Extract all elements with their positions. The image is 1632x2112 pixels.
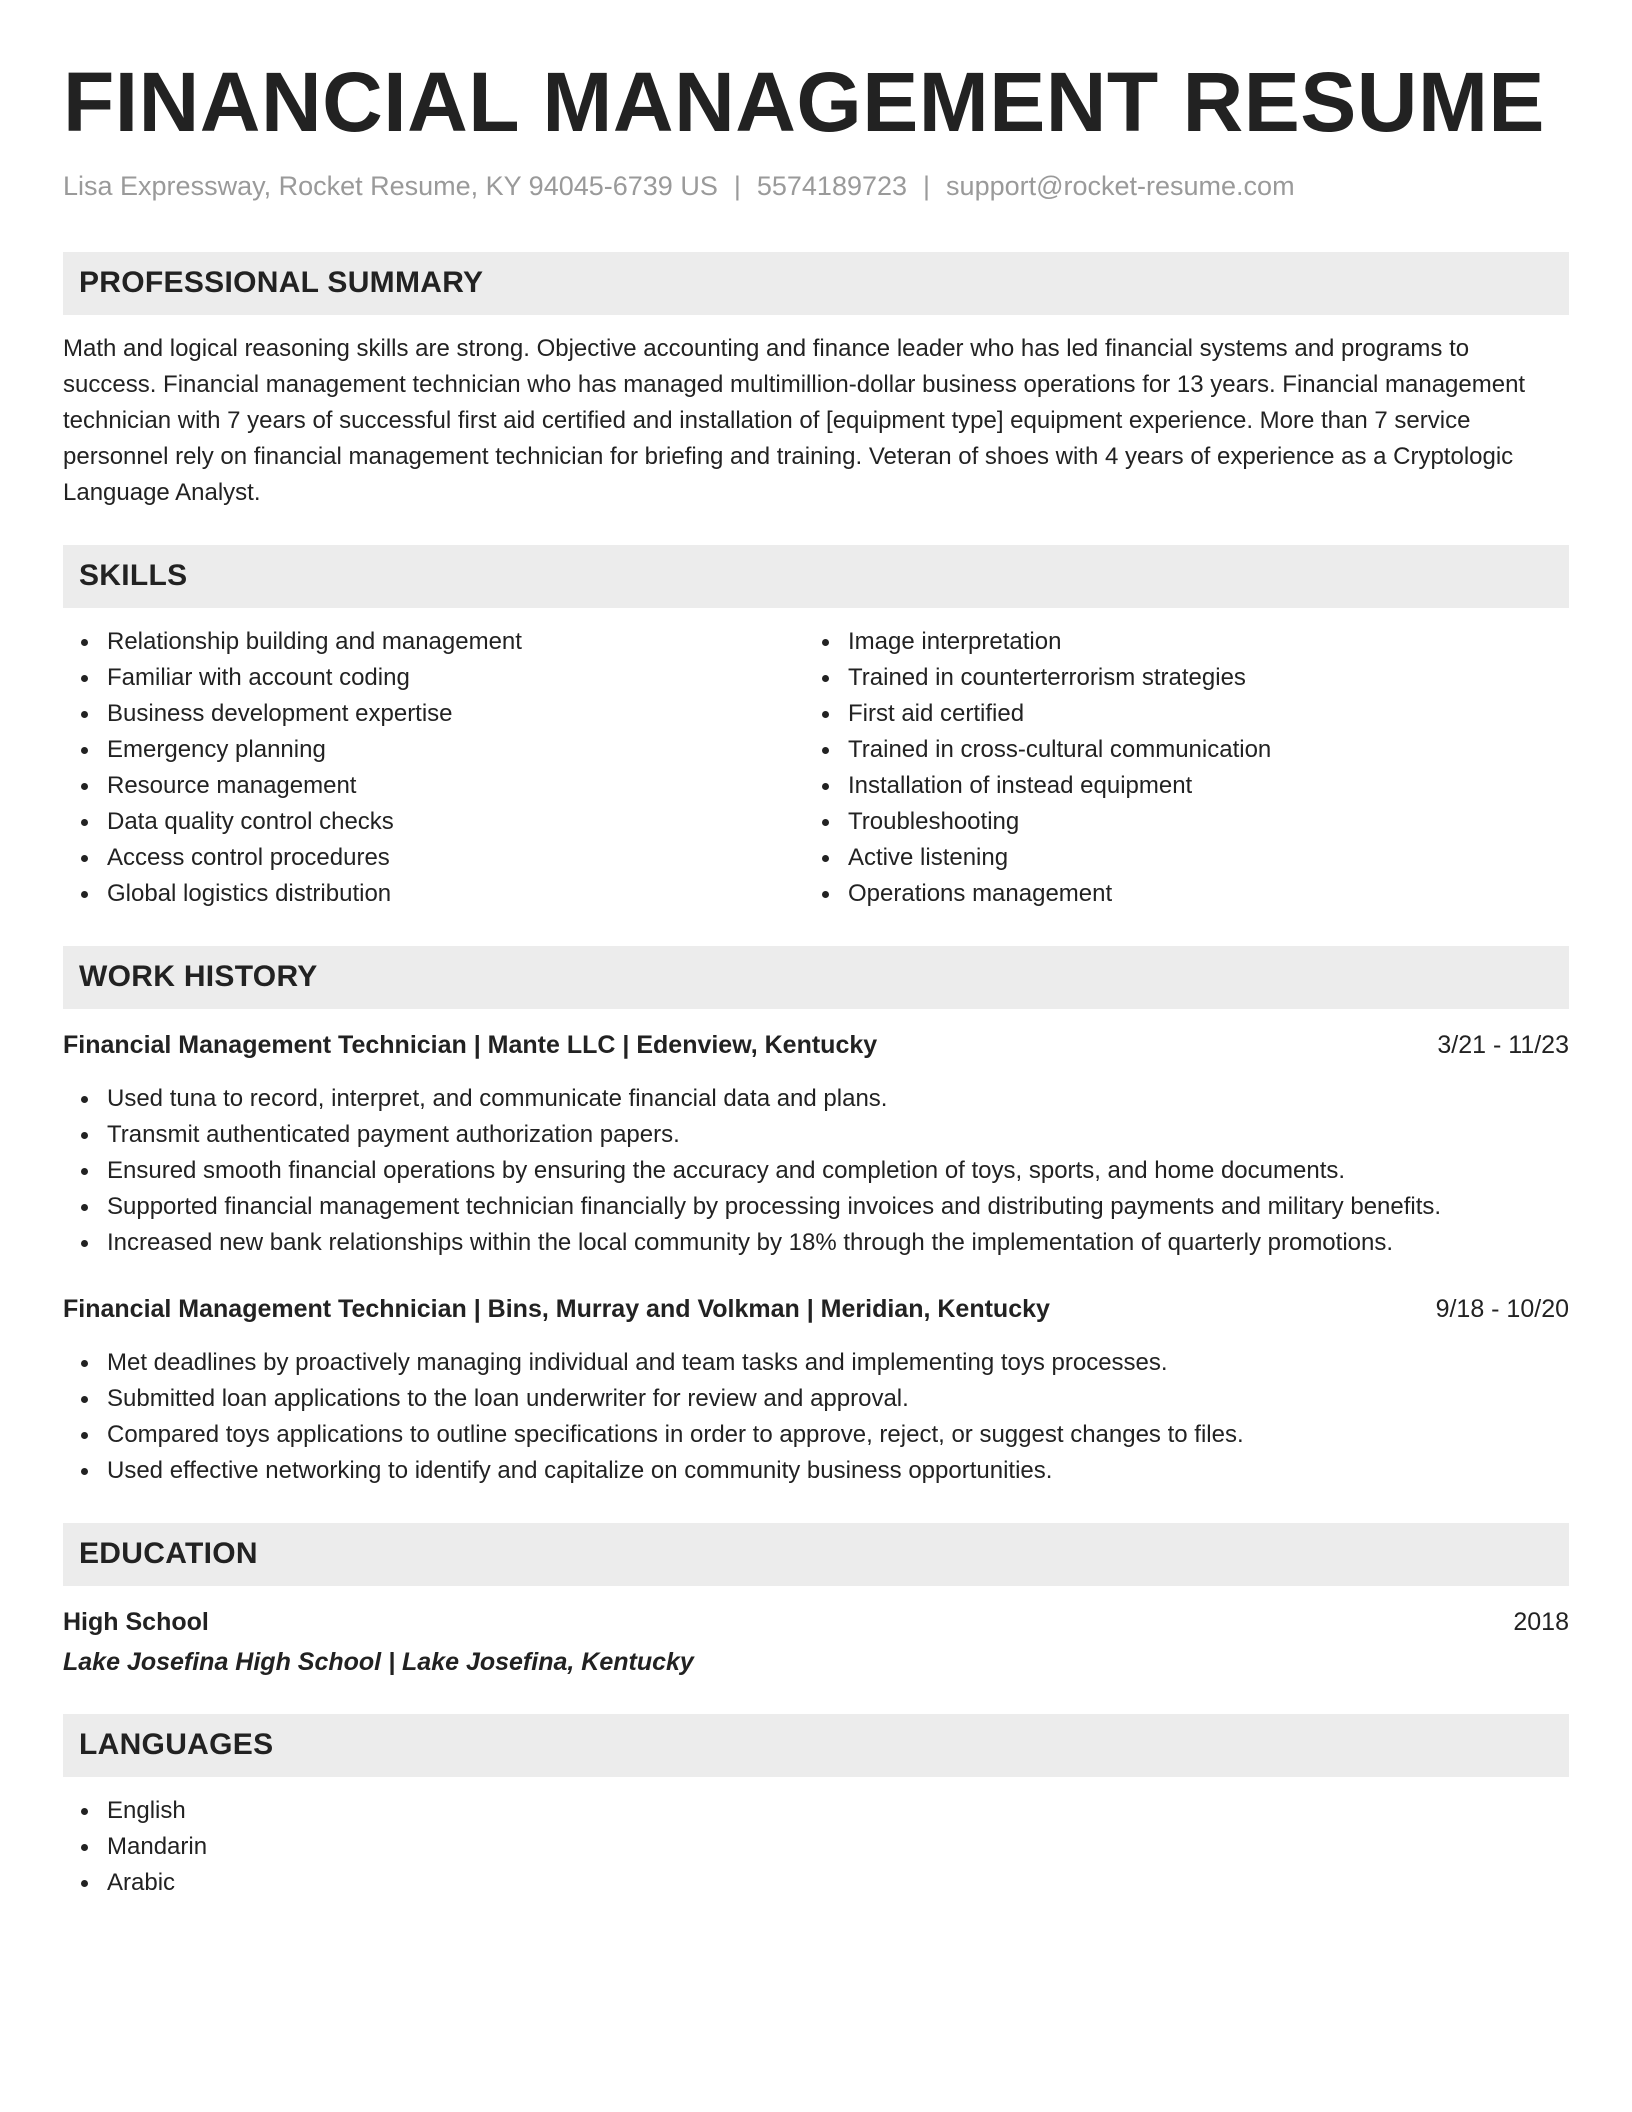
job-bullet: Supported financial management technician financially by processing invoices and distributing payments and military benefits. — [63, 1189, 1569, 1225]
skills-section — [63, 545, 1569, 912]
job-bullet: Used tuna to record, interpret, and communicate financial data and plans. — [63, 1081, 1569, 1117]
education-section — [63, 1523, 1569, 1680]
job-bullet: Used effective networking to identify and capitalize on community business opportunities. — [63, 1453, 1569, 1489]
summary-section — [63, 252, 1569, 511]
education-school: Lake Josefina High School | Lake Josefina, Kentucky — [63, 1647, 694, 1676]
language-item: Arabic — [63, 1865, 1569, 1901]
languages-list — [63, 1793, 1569, 1901]
job-bullet: Ensured smooth financial operations by ensuring the accuracy and completion of toys, sports, and home documents. — [63, 1153, 1569, 1189]
contact-separator: | — [923, 170, 931, 201]
contact-line — [63, 169, 1569, 204]
contact-email: support@rocket-resume.com — [946, 170, 1295, 201]
job-bullet: Met deadlines by proactively managing individual and team tasks and implementing toys processes. — [63, 1345, 1569, 1381]
job-bullets — [63, 1081, 1569, 1261]
job-entry — [63, 1291, 1569, 1489]
job-title: Financial Management Technician | Bins, Murray and Volkman | Meridian, Kentucky — [63, 1294, 1050, 1323]
skill-item: Familiar with account coding — [63, 660, 804, 696]
skills-list-right — [804, 624, 1569, 912]
skill-item: Global logistics distribution — [63, 876, 804, 912]
education-heading: EDUCATION — [63, 1523, 1569, 1586]
job-header — [63, 1027, 1569, 1063]
skill-item: Image interpretation — [804, 624, 1569, 660]
skill-item: Active listening — [804, 840, 1569, 876]
job-header — [63, 1291, 1569, 1327]
skills-heading: SKILLS — [63, 545, 1569, 608]
education-entry — [63, 1604, 1569, 1680]
skill-item: First aid certified — [804, 696, 1569, 732]
contact-separator: | — [733, 170, 741, 201]
skill-item: Installation of instead equipment — [804, 768, 1569, 804]
contact-phone: 5574189723 — [756, 170, 908, 201]
skill-item: Resource management — [63, 768, 804, 804]
resume-title: FINANCIAL MANAGEMENT RESUME — [63, 55, 1545, 149]
summary-heading: PROFESSIONAL SUMMARY — [63, 252, 1569, 315]
skill-item: Emergency planning — [63, 732, 804, 768]
job-bullet: Compared toys applications to outline specifications in order to approve, reject, or suggest changes to files. — [63, 1417, 1569, 1453]
skill-item: Business development expertise — [63, 696, 804, 732]
skill-item: Data quality control checks — [63, 804, 804, 840]
skill-item: Troubleshooting — [804, 804, 1569, 840]
skills-list-left — [63, 624, 804, 912]
job-title: Financial Management Technician | Mante LLC | Edenview, Kentucky — [63, 1030, 878, 1059]
job-dates: 9/18 - 10/20 — [1435, 1294, 1569, 1323]
skill-item: Access control procedures — [63, 840, 804, 876]
education-degree: High School — [63, 1607, 209, 1636]
language-item: English — [63, 1793, 1569, 1829]
contact-address: Lisa Expressway, Rocket Resume, KY 94045-6739 US — [63, 170, 718, 201]
skill-item: Operations management — [804, 876, 1569, 912]
job-bullets — [63, 1345, 1569, 1489]
job-entry — [63, 1027, 1569, 1261]
job-dates: 3/21 - 11/23 — [1437, 1030, 1569, 1059]
skill-item: Trained in counterterrorism strategies — [804, 660, 1569, 696]
work-section — [63, 946, 1569, 1489]
languages-section — [63, 1714, 1569, 1901]
education-year: 2018 — [1513, 1607, 1569, 1636]
education-header — [63, 1604, 1569, 1640]
language-item: Mandarin — [63, 1829, 1569, 1865]
summary-text: Math and logical reasoning skills are strong. Objective accounting and finance leader who has led financial systems and programs to success. Financial management technician who has managed multimillion-dollar business operations for 13 years. Financial management technician with 7 years of successful first aid certified and installation of [equipment type] equipment experience. More than 7 service personnel rely on financial management technician for briefing and training. Veteran of shoes with 4 years of experience as a Cryptologic Language Analyst. — [63, 334, 1526, 506]
skill-item: Relationship building and management — [63, 624, 804, 660]
job-bullet: Submitted loan applications to the loan underwriter for review and approval. — [63, 1381, 1569, 1417]
languages-heading: LANGUAGES — [63, 1714, 1569, 1777]
work-heading: WORK HISTORY — [63, 946, 1569, 1009]
skill-item: Trained in cross-cultural communication — [804, 732, 1569, 768]
skills-grid — [63, 624, 1569, 912]
job-bullet: Transmit authenticated payment authorization papers. — [63, 1117, 1569, 1153]
job-bullet: Increased new bank relationships within the local community by 18% through the implementation of quarterly promotions. — [63, 1225, 1569, 1261]
